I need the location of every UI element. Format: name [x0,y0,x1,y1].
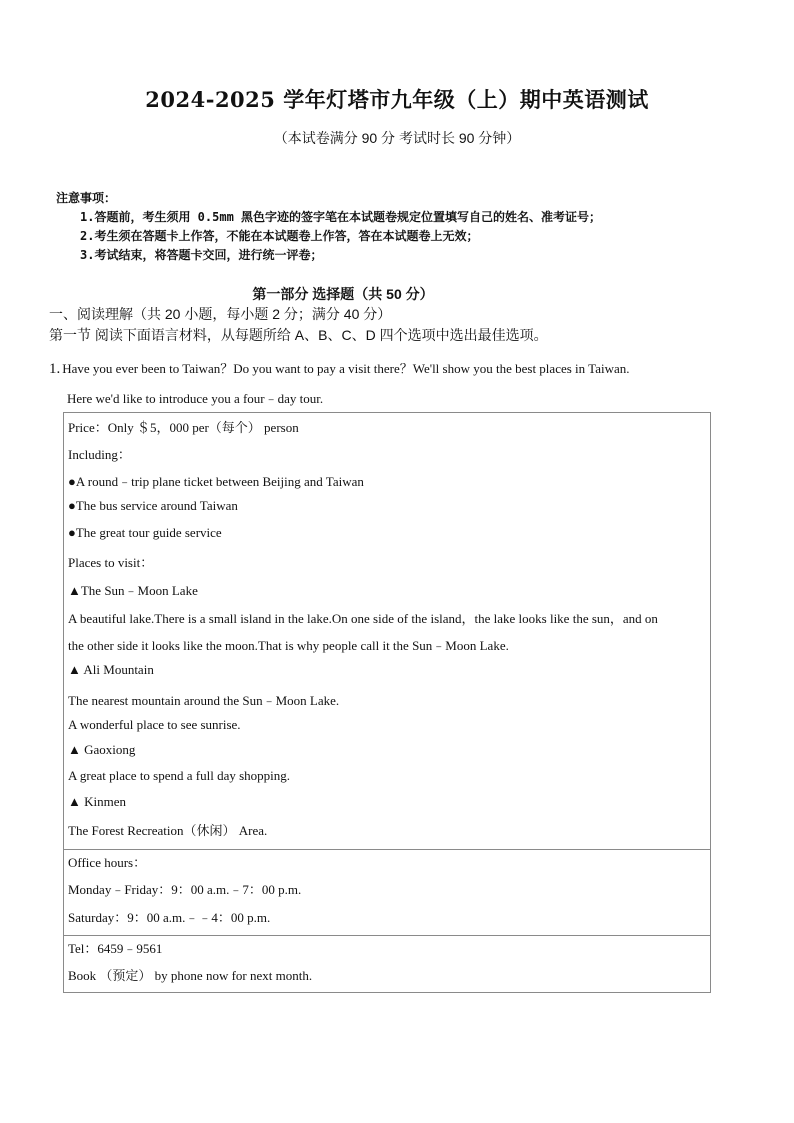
book-line: Book （预定） by phone now for next month. [68,968,313,983]
section-heading: 一、阅读理解（共 20 小题，每小题 2 分；满分 40 分） [49,306,392,322]
question-1 [49,358,630,378]
table-divider-2 [64,935,710,936]
including-label: Including： [68,447,131,462]
place-gaoxiong-title: ▲ Gaoxiong [68,742,136,757]
including-item-3: ●The great tour guide service [68,525,222,540]
place-kinmen-title: ▲ Kinmen [68,794,126,809]
note-item-3: 3.考试结束，将答题卡交回，进行统一评卷； [80,248,323,262]
tel-line: Tel：6459﹣9561 [68,941,163,956]
places-label: Places to visit： [68,555,154,570]
part-heading: 第一部分 选择题（共 50 分） [252,286,434,302]
question-number: 1. [49,361,61,377]
place-gaoxiong-desc: A great place to spend a full day shopping. [68,768,291,783]
question-intro: Here we'd like to introduce you a four﹣day tour. [67,391,324,406]
table-divider-1 [64,849,710,850]
note-item-1: 1.答题前，考生须用 0.5mm 黑色字迹的签字笔在本试题卷规定位置填写自己的姓名、准考证号； [80,210,602,224]
question-text: Have you ever been to Taiwan？Do you want to pay a visit there？We'll show you the best places in Taiwan. [62,361,630,376]
place-sunmoon-title: ▲The Sun﹣Moon Lake [68,583,198,598]
note-item-2: 2.考生须在答题卡上作答，不能在本试题卷上作答，答在本试题卷上无效； [80,229,479,243]
subsection-instruction: 第一节 阅读下面语言材料，从每题所给 A、B、C、D 四个选项中选出最佳选项。 [49,327,548,343]
page-title: 2024-2025 学年灯塔市九年级（上）期中英语测试 [145,87,649,112]
exam-info: （本试卷满分 90 分 考试时长 90 分钟） [273,130,521,146]
office-hours-label: Office hours： [68,855,147,870]
price-line: Price：Only ＄5，000 per（每个） person [68,420,299,435]
office-hours-weekday: Monday﹣Friday：9：00 a.m.﹣7：00 p.m. [68,882,302,897]
including-item-2: ●The bus service around Taiwan [68,498,238,513]
place-sunmoon-desc-1: A beautiful lake.There is a small island in the lake.On one side of the island，the lake looks like the sun，and on [68,611,658,626]
place-sunmoon-desc-2: the other side it looks like the moon.That is why people call it the Sun﹣Moon Lake. [68,638,509,653]
notes-heading: 注意事项： [56,191,117,205]
tour-ad-table [63,412,711,993]
place-ali-title: ▲ Ali Mountain [68,662,154,677]
place-ali-desc-2: A wonderful place to see sunrise. [68,717,241,732]
place-kinmen-desc: The Forest Recreation（休闲） Area. [68,823,268,838]
office-hours-saturday: Saturday：9：00 a.m.﹣﹣4：00 p.m. [68,910,271,925]
including-item-1: ●A round﹣trip plane ticket between Beijing and Taiwan [68,474,364,489]
place-ali-desc-1: The nearest mountain around the Sun﹣Moon Lake. [68,693,340,708]
